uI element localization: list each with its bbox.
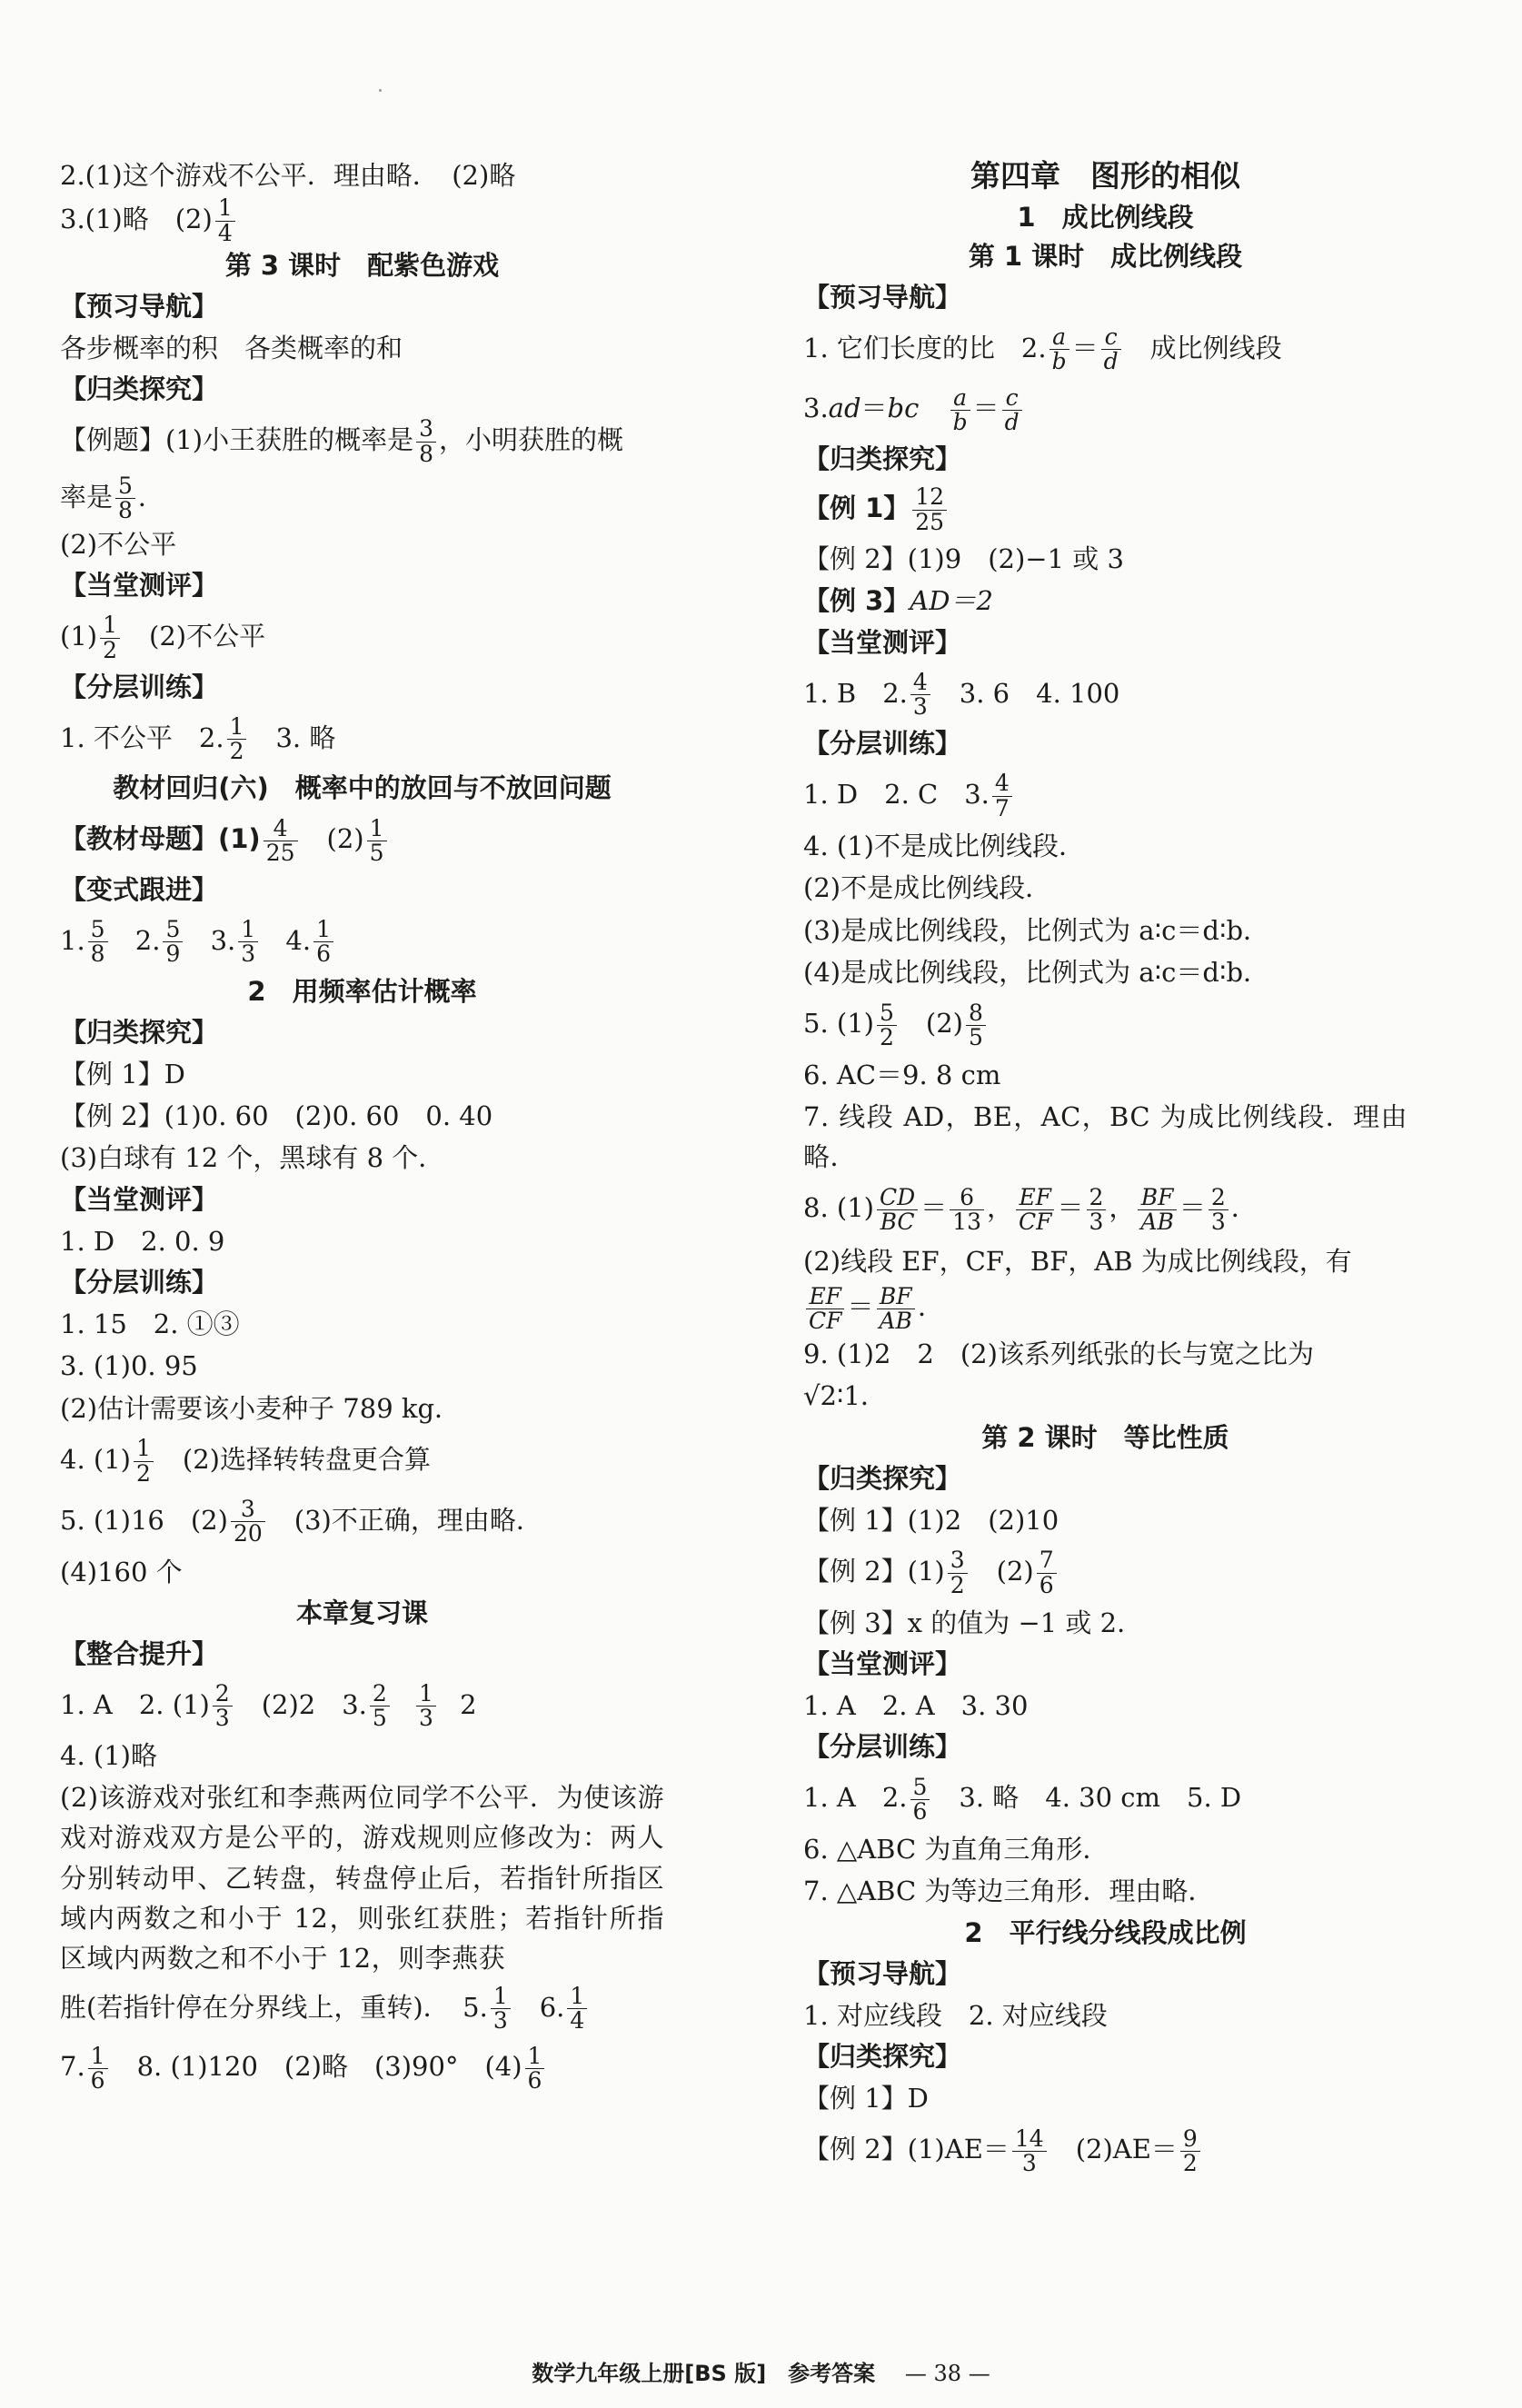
fraction-denominator: 6 xyxy=(1039,1571,1054,1598)
fraction-denominator: CF xyxy=(809,1307,842,1334)
section-heading: 【预习导航】 xyxy=(803,1957,962,1989)
answer-line: 6. △ABC 为直角三角形． xyxy=(803,1834,1109,1866)
section-heading: 【归类探究】 xyxy=(803,443,962,475)
fraction-denominator: 2 xyxy=(103,636,117,663)
answer-line: 【例 1】(1)2 (2)10 xyxy=(803,1504,1059,1536)
fraction-numerator: 1 xyxy=(100,613,120,638)
answer-line: 1. D 2. 0. 9 xyxy=(60,1225,225,1257)
answer-line: (1) $\frac{1}{2}$ (2)不公平 xyxy=(60,612,266,663)
fraction xyxy=(877,1001,897,1050)
fraction xyxy=(877,1282,915,1334)
fraction-denominator: 2 xyxy=(229,738,244,765)
fraction xyxy=(367,814,387,866)
fraction-numerator: BF xyxy=(1138,1186,1176,1210)
section-heading: 【分层训练】 xyxy=(803,1731,962,1763)
fraction-denominator: 9 xyxy=(165,940,181,968)
fraction-denominator: 4 xyxy=(570,2007,585,2035)
fraction-denominator: 3 xyxy=(419,1705,433,1732)
fraction-numerator: 1 xyxy=(491,1985,511,2009)
fraction-numerator: 1 xyxy=(313,918,333,942)
section-heading: 【归类探究】 xyxy=(803,2041,962,2073)
fraction-numerator: 3 xyxy=(416,417,436,442)
answer-line: 【例 2】(1)0. 60 (2)0. 60 0. 40 xyxy=(60,1100,493,1131)
answer-line: (3)白球有 12 个，黑球有 8 个． xyxy=(60,1142,445,1174)
fraction-denominator: AB xyxy=(879,1307,912,1334)
fraction xyxy=(1012,2124,1047,2176)
section-heading: 【分层训练】 xyxy=(60,1267,219,1299)
fraction-denominator: 5 xyxy=(369,839,384,866)
fraction-denominator: 2 xyxy=(1182,2149,1198,2176)
fraction-numerator: 5 xyxy=(163,918,183,942)
answer-line: 1. 对应线段 2. 对应线段 xyxy=(803,1999,1108,2031)
fraction-denominator: d xyxy=(1103,348,1119,375)
answer-line: 1. A 2. $\frac{5}{6}$ 3. 略 4. 30 cm 5. D xyxy=(803,1773,1242,1825)
answer-line: 3.(1)略 (2) $\frac{1}{4}$ xyxy=(60,196,664,245)
fraction-denominator: 20 xyxy=(233,1520,263,1547)
answer-line: 【例 1】D xyxy=(803,2083,929,2114)
fraction xyxy=(992,771,1012,821)
lesson-title: 第 3 课时 配紫色游戏 xyxy=(224,249,500,281)
answer-line: 5. (1) $\frac{5}{2}$ (2) $\frac{8}{5}$ xyxy=(803,993,1408,1054)
fraction-denominator: 3 xyxy=(214,1705,230,1732)
fraction-numerator: EF xyxy=(1016,1186,1054,1210)
fraction xyxy=(370,1682,390,1731)
fraction xyxy=(912,485,947,534)
fraction-denominator: b xyxy=(952,408,968,435)
lesson-title: 第 1 课时 成比例线段 xyxy=(968,240,1243,272)
scan-speck xyxy=(379,89,382,92)
fraction xyxy=(1209,1183,1229,1235)
answer-line: 4. (1)不是成比例线段． xyxy=(803,830,1085,861)
answer-line: 7. $\frac{1}{6}$ 8. (1)120 (2)略 (3)90° (4) $\frac{1}{6}$ xyxy=(60,2036,664,2097)
fraction-numerator: EF xyxy=(806,1285,844,1309)
fraction-numerator: 3 xyxy=(948,1548,968,1573)
fraction-numerator: 1 xyxy=(367,817,387,841)
section-heading: 【归类探究】 xyxy=(60,373,219,405)
fraction xyxy=(491,1982,511,2035)
answer-line: 【例 2】(1) $\frac{3}{2}$ (2) $\frac{7}{6}$ xyxy=(803,1541,1408,1602)
fraction-numerator: 1 xyxy=(88,2045,108,2069)
fraction-numerator: 1 xyxy=(525,2045,545,2069)
fraction xyxy=(1016,1183,1054,1235)
section-heading: 【预习导航】 xyxy=(803,281,962,313)
fraction-denominator: 3 xyxy=(912,693,928,721)
fraction xyxy=(88,918,108,967)
fraction-numerator: 1 xyxy=(567,1985,587,2009)
fraction xyxy=(134,1437,154,1486)
answer-line: 【例 3】AD＝2 xyxy=(803,585,993,617)
fraction xyxy=(416,417,436,466)
right-column xyxy=(803,154,1408,2180)
answer-line: 【例 3】x 的值为 −1 或 2． xyxy=(803,1607,1144,1638)
fraction-numerator: 2 xyxy=(213,1682,233,1706)
answer-line: 【例 1】 $\frac{12}{25}$ xyxy=(803,480,1408,538)
fraction xyxy=(950,1183,984,1235)
fraction-numerator: 4 xyxy=(992,771,1012,796)
fraction-numerator: 8 xyxy=(966,1001,986,1026)
fraction-denominator: 6 xyxy=(912,1797,928,1825)
fraction-numerator: 6 xyxy=(950,1186,984,1210)
answer-line: 【例 2】(1)AE＝ $\frac{14}{3}$ (2)AE＝ $\frac{9}{2}$ xyxy=(803,2119,1408,2180)
fraction xyxy=(227,712,247,765)
fraction-numerator: 5 xyxy=(88,918,108,942)
answer-line: 8. (1) $\frac{CD}{BC}$ ＝ $\frac{6}{13}$ ， $\frac{EF}{CF}$ ＝ $\frac{2}{3}$ ， $\frac{BF}{AB}$ ＝ $\frac{2}{3}$ ． xyxy=(803,1183,1258,1235)
fraction-numerator: 1 xyxy=(215,196,235,221)
fraction xyxy=(215,196,235,245)
fraction xyxy=(806,1282,844,1334)
answer-line: 4. (1) $\frac{1}{2}$ (2)选择转转盘更合算 xyxy=(60,1435,431,1487)
fraction-denominator: BC xyxy=(880,1208,915,1235)
fraction-denominator: AB xyxy=(1140,1208,1174,1235)
section-heading: 【归类探究】 xyxy=(60,1016,219,1048)
answer-line: (3)是成比例线段，比例式为 a∶c＝d∶b． xyxy=(803,914,1270,946)
fraction-numerator: 7 xyxy=(1037,1548,1057,1573)
fraction xyxy=(910,668,930,721)
fraction-denominator: d xyxy=(1004,408,1020,435)
fraction-numerator: 4 xyxy=(910,671,930,695)
answer-line: 9. (1)2 2 (2)该系列纸张的长与宽之比为 xyxy=(803,1338,1314,1369)
fraction xyxy=(115,474,135,523)
fraction xyxy=(966,1001,986,1050)
fraction-denominator: 8 xyxy=(90,940,105,968)
footer-text: 数学九年级上册[BS 版] 参考答案 xyxy=(532,2361,876,2386)
fraction xyxy=(567,1982,587,2035)
fraction-denominator: 7 xyxy=(994,794,1010,821)
fraction-numerator: 14 xyxy=(1012,2127,1047,2152)
fraction xyxy=(950,383,970,435)
fraction-denominator: 3 xyxy=(1021,2149,1037,2176)
answer-line: (4)160 个 xyxy=(60,1556,183,1587)
fraction xyxy=(416,1682,436,1731)
fraction-denominator: 6 xyxy=(316,940,331,968)
section-heading: 【归类探究】 xyxy=(803,1462,962,1494)
answer-line: 5. (1)16 (2) $\frac{3}{20}$ (3)不正确，理由略． xyxy=(60,1496,542,1547)
fraction xyxy=(100,613,120,662)
fraction xyxy=(1049,325,1069,374)
section-heading: 【分层训练】 xyxy=(803,728,962,760)
section-heading: 【当堂测评】 xyxy=(803,626,962,658)
fraction-numerator: 2 xyxy=(370,1682,390,1706)
answer-line: 1. B 2. $\frac{4}{3}$ 3. 6 4. 100 xyxy=(803,668,1120,721)
answer-line: 【例题】(1)小王获胜的概率是 $\frac{3}{8}$ ，小明获胜的概 xyxy=(60,415,624,467)
fraction xyxy=(948,1548,968,1597)
fraction-numerator: a xyxy=(950,386,970,411)
answer-line: 【例 1】D xyxy=(60,1058,185,1090)
fraction-denominator: 25 xyxy=(915,508,945,535)
lesson-title: 2 用频率估计概率 xyxy=(247,975,477,1007)
answer-line: 【教材母题】(1) $\frac{4}{25}$ (2) $\frac{1}{5}$ xyxy=(60,809,664,870)
fraction xyxy=(213,1682,233,1731)
fraction xyxy=(88,2042,108,2094)
fraction-denominator: 3 xyxy=(1210,1208,1226,1235)
fraction-numerator: BF xyxy=(877,1285,915,1309)
fraction-denominator: 8 xyxy=(419,440,433,467)
answer-line: 7. △ABC 为等边三角形．理由略． xyxy=(803,1876,1215,1907)
answer-line: 1. A 2. A 3. 30 xyxy=(803,1690,1029,1722)
fraction-numerator: 12 xyxy=(912,485,947,510)
fraction-numerator: 1 xyxy=(238,918,258,942)
fraction-denominator: 25 xyxy=(265,839,295,866)
answer-line: 3.ad＝bc $\frac{a}{b}$ ＝ $\frac{c}{d}$ xyxy=(803,378,1408,439)
fraction-denominator: 8 xyxy=(118,497,133,524)
page-number: — 38 — xyxy=(904,2361,990,2386)
fraction-denominator: 5 xyxy=(968,1023,983,1050)
fraction-numerator: c xyxy=(1002,386,1022,411)
fraction-denominator: 3 xyxy=(1089,1208,1104,1235)
answer-line: 胜(若指针停在分界线上，重转)． 5. $\frac{1}{3}$ 6. $\frac{1}{4}$ xyxy=(60,1979,664,2037)
page-footer xyxy=(0,2355,1522,2387)
answer-line: 2.(1)这个游戏不公平．理由略． (2)略 xyxy=(60,160,516,191)
fraction-numerator: 4 xyxy=(264,817,298,841)
answer-line: 1. 15 2. ①③ xyxy=(60,1308,240,1339)
answer-line: (2)线段 EF，CF，BF，AB 为成比例线段，有 xyxy=(803,1245,1352,1277)
answer-line: (2)不是成比例线段． xyxy=(803,872,1052,904)
fraction xyxy=(313,918,333,967)
left-column xyxy=(60,154,664,2097)
fraction-numerator: 3 xyxy=(231,1498,265,1522)
chapter-title: 第四章 图形的相似 xyxy=(970,158,1240,194)
answer-line: 4. (1)略 xyxy=(60,1740,157,1772)
fraction xyxy=(238,918,258,967)
section-heading: 【当堂测评】 xyxy=(803,1648,962,1680)
fraction-denominator: 4 xyxy=(217,219,233,246)
section-heading: 【变式跟进】 xyxy=(60,874,219,906)
fraction xyxy=(1087,1183,1107,1235)
answer-line: 6. AC＝9. 8 cm xyxy=(803,1060,1001,1091)
fraction xyxy=(1037,1548,1057,1597)
answer-line: (2)估计需要该小麦种子 789 kg． xyxy=(60,1392,462,1424)
fraction-numerator: 1 xyxy=(416,1682,436,1706)
section-heading: 【预习导航】 xyxy=(60,290,219,322)
lesson-title: 第 2 课时 等比性质 xyxy=(981,1421,1229,1453)
answer-line: 1. A 2. (1) $\frac{2}{3}$ (2)2 3. $\frac{2}{5}$ $\frac{1}{3}$ 2 xyxy=(60,1680,477,1732)
fraction-denominator: 6 xyxy=(527,2066,542,2094)
answer-line: (4)是成比例线段，比例式为 a∶c＝d∶b． xyxy=(803,957,1270,989)
fraction-numerator: a xyxy=(1049,325,1069,350)
fraction xyxy=(231,1498,265,1547)
answer-line: 3. (1)0. 95 xyxy=(60,1350,198,1382)
answer-line: 1. $\frac{5}{8}$ 2. $\frac{5}{9}$ 3. $\frac{1}{3}$ 4. $\frac{1}{6}$ xyxy=(60,910,664,971)
fraction xyxy=(877,1183,918,1235)
fraction-numerator: 2 xyxy=(1087,1186,1107,1210)
fraction-denominator: 3 xyxy=(241,940,256,968)
fraction xyxy=(1101,325,1121,374)
fraction-numerator: 5 xyxy=(115,474,135,499)
fraction-denominator: 2 xyxy=(879,1023,894,1050)
fraction xyxy=(910,1773,930,1825)
answer-line: 1. 不公平 2. $\frac{1}{2}$ 3. 略 xyxy=(60,712,336,765)
lesson-title: 2 平行线分线段成比例 xyxy=(964,1916,1247,1948)
answer-line: 【例 2】(1)9 (2)−1 或 3 xyxy=(803,542,1124,574)
answer-paragraph: 7. 线段 AD，BE，AC，BC 为成比例线段．理由略． xyxy=(803,1100,1408,1172)
fraction xyxy=(264,814,298,866)
lesson-title: 1 成比例线段 xyxy=(1017,201,1194,233)
fraction-numerator: CD xyxy=(877,1186,918,1210)
fraction-numerator: 2 xyxy=(1209,1186,1229,1210)
lesson-title: 本章复习课 xyxy=(295,1597,428,1628)
fraction-denominator: 6 xyxy=(90,2066,105,2094)
fraction xyxy=(1002,383,1022,435)
answer-line: 1. 它们长度的比 2. $\frac{a}{b}$ ＝ $\frac{c}{d}$ 成比例线段 xyxy=(803,323,1282,375)
answer-line: (2)不公平 xyxy=(60,528,177,560)
section-heading: 【当堂测评】 xyxy=(60,1183,219,1215)
fraction-denominator: 2 xyxy=(135,1459,151,1487)
fraction-numerator: 1 xyxy=(227,715,247,740)
fraction-denominator: 5 xyxy=(372,1705,387,1732)
fraction-numerator: 5 xyxy=(910,1776,930,1800)
fraction-denominator: CF xyxy=(1019,1208,1052,1235)
fraction-numerator: 9 xyxy=(1180,2127,1200,2152)
fraction-denominator: 3 xyxy=(492,2007,508,2035)
section-heading: 【分层训练】 xyxy=(60,671,219,702)
fraction-denominator: b xyxy=(1051,348,1067,375)
lesson-title: 教材回归(六) 概率中的放回与不放回问题 xyxy=(113,772,612,804)
fraction-denominator: 2 xyxy=(950,1571,965,1598)
answer-paragraph: (2)该游戏对张红和李燕两位同学不公平．为使该游戏对游戏双方是公平的，游戏规则应修改为：两人分别转动甲、乙转盘，转盘停止后，若指针所指区域内两数之和小于 12，则张红获胜；若指针所指区域内两数之和不小于 12，则李燕获 xyxy=(60,1781,664,1975)
answer-line: 各步概率的积 各类概率的和 xyxy=(60,332,403,363)
fraction-numerator: c xyxy=(1101,325,1121,350)
section-heading: 【整合提升】 xyxy=(60,1637,219,1669)
answer-line: 率是 $\frac{5}{8}$ ． xyxy=(60,473,164,524)
fraction-denominator: 13 xyxy=(952,1208,981,1235)
fraction xyxy=(525,2042,545,2094)
section-heading: 【当堂测评】 xyxy=(60,570,219,602)
fraction xyxy=(1138,1183,1176,1235)
answer-line: $\frac{EF}{CF}$ ＝ $\frac{BF}{AB}$ ． xyxy=(803,1282,1408,1333)
answer-line: √2∶1． xyxy=(803,1380,887,1412)
answer-line: 1. D 2. C 3. $\frac{4}{7}$ xyxy=(803,764,1408,825)
fraction xyxy=(163,918,183,967)
fraction xyxy=(1180,2124,1200,2176)
fraction-numerator: 1 xyxy=(134,1437,154,1461)
fraction-numerator: 5 xyxy=(877,1001,897,1026)
